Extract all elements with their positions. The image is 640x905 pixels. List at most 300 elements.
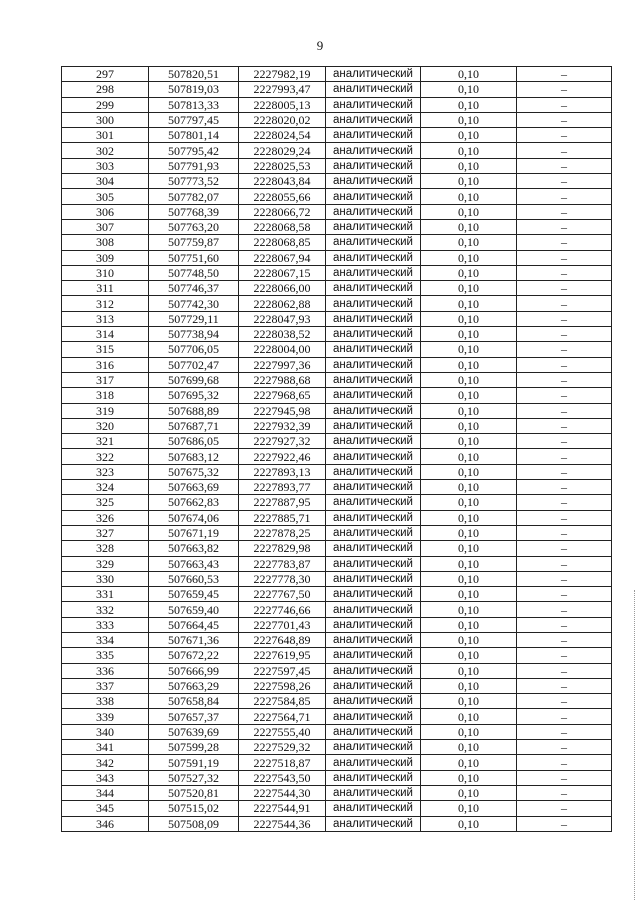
method-cell: аналитический [326,480,421,495]
table-row [62,158,612,173]
point-number-cell: 298 [62,82,149,97]
accuracy-cell: 0,10 [421,816,517,831]
method-cell: аналитический [326,724,421,739]
point-number-cell: 307 [62,219,149,234]
x-coordinate-cell: 507659,45 [149,587,239,602]
accuracy-cell: 0,10 [421,143,517,158]
note-cell: – [517,388,612,403]
table-row [62,740,612,755]
point-number-cell: 312 [62,296,149,311]
coordinates-table-body [62,67,612,832]
y-coordinate-cell: 2227544,36 [239,816,326,831]
y-coordinate-cell: 2228068,58 [239,219,326,234]
x-coordinate-cell: 507687,71 [149,418,239,433]
accuracy-cell: 0,10 [421,663,517,678]
accuracy-cell: 0,10 [421,327,517,342]
x-coordinate-cell: 507795,42 [149,143,239,158]
table-row [62,265,612,280]
y-coordinate-cell: 2227829,98 [239,541,326,556]
y-coordinate-cell: 2227893,13 [239,464,326,479]
accuracy-cell: 0,10 [421,740,517,755]
note-cell: – [517,740,612,755]
accuracy-cell: 0,10 [421,587,517,602]
method-cell: аналитический [326,648,421,663]
table-row [62,219,612,234]
note-cell: – [517,495,612,510]
note-cell: – [517,235,612,250]
accuracy-cell: 0,10 [421,82,517,97]
y-coordinate-cell: 2227968,65 [239,388,326,403]
point-number-cell: 331 [62,587,149,602]
table-row [62,281,612,296]
point-number-cell: 306 [62,204,149,219]
point-number-cell: 308 [62,235,149,250]
y-coordinate-cell: 2227988,68 [239,372,326,387]
note-cell: – [517,602,612,617]
accuracy-cell: 0,10 [421,235,517,250]
y-coordinate-cell: 2227927,32 [239,434,326,449]
accuracy-cell: 0,10 [421,342,517,357]
y-coordinate-cell: 2227555,40 [239,724,326,739]
x-coordinate-cell: 507748,50 [149,265,239,280]
x-coordinate-cell: 507742,30 [149,296,239,311]
accuracy-cell: 0,10 [421,189,517,204]
note-cell: – [517,785,612,800]
table-row [62,510,612,525]
method-cell: аналитический [326,342,421,357]
method-cell: аналитический [326,112,421,127]
y-coordinate-cell: 2228067,15 [239,265,326,280]
accuracy-cell: 0,10 [421,250,517,265]
accuracy-cell: 0,10 [421,648,517,663]
point-number-cell: 321 [62,434,149,449]
method-cell: аналитический [326,235,421,250]
point-number-cell: 339 [62,709,149,724]
method-cell: аналитический [326,174,421,189]
x-coordinate-cell: 507686,05 [149,434,239,449]
table-row [62,571,612,586]
x-coordinate-cell: 507672,22 [149,648,239,663]
page-number: 9 [316,38,324,53]
accuracy-cell: 0,10 [421,97,517,112]
table-row [62,525,612,540]
table-row [62,67,612,82]
accuracy-cell: 0,10 [421,464,517,479]
accuracy-cell: 0,10 [421,495,517,510]
method-cell: аналитический [326,632,421,647]
y-coordinate-cell: 2227544,91 [239,801,326,816]
x-coordinate-cell: 507660,53 [149,571,239,586]
method-cell: аналитический [326,97,421,112]
accuracy-cell: 0,10 [421,357,517,372]
table-row [62,724,612,739]
point-number-cell: 317 [62,372,149,387]
method-cell: аналитический [326,541,421,556]
table-row [62,602,612,617]
note-cell: – [517,724,612,739]
point-number-cell: 311 [62,281,149,296]
point-number-cell: 340 [62,724,149,739]
table-row [62,464,612,479]
note-cell: – [517,678,612,693]
accuracy-cell: 0,10 [421,694,517,709]
method-cell: аналитический [326,357,421,372]
point-number-cell: 327 [62,525,149,540]
note-cell: – [517,663,612,678]
table-row [62,632,612,647]
method-cell: аналитический [326,709,421,724]
method-cell: аналитический [326,510,421,525]
point-number-cell: 330 [62,571,149,586]
x-coordinate-cell: 507791,93 [149,158,239,173]
point-number-cell: 344 [62,785,149,800]
note-cell: – [517,311,612,326]
accuracy-cell: 0,10 [421,418,517,433]
point-number-cell: 326 [62,510,149,525]
point-number-cell: 325 [62,495,149,510]
x-coordinate-cell: 507706,05 [149,342,239,357]
x-coordinate-cell: 507699,68 [149,372,239,387]
note-cell: – [517,648,612,663]
point-number-cell: 309 [62,250,149,265]
accuracy-cell: 0,10 [421,602,517,617]
y-coordinate-cell: 2228067,94 [239,250,326,265]
point-number-cell: 301 [62,128,149,143]
y-coordinate-cell: 2227885,71 [239,510,326,525]
table-row [62,128,612,143]
table-row [62,357,612,372]
point-number-cell: 345 [62,801,149,816]
y-coordinate-cell: 2227878,25 [239,525,326,540]
x-coordinate-cell: 507751,60 [149,250,239,265]
x-coordinate-cell: 507664,45 [149,617,239,632]
y-coordinate-cell: 2227584,85 [239,694,326,709]
note-cell: – [517,97,612,112]
note-cell: – [517,418,612,433]
y-coordinate-cell: 2227893,77 [239,480,326,495]
method-cell: аналитический [326,449,421,464]
y-coordinate-cell: 2228055,66 [239,189,326,204]
point-number-cell: 315 [62,342,149,357]
point-number-cell: 342 [62,755,149,770]
note-cell: – [517,525,612,540]
y-coordinate-cell: 2227993,47 [239,82,326,97]
table-row [62,372,612,387]
table-row [62,449,612,464]
accuracy-cell: 0,10 [421,67,517,82]
y-coordinate-cell: 2228004,00 [239,342,326,357]
table-row [62,82,612,97]
y-coordinate-cell: 2228068,85 [239,235,326,250]
method-cell: аналитический [326,67,421,82]
note-cell: – [517,816,612,831]
note-cell: – [517,449,612,464]
note-cell: – [517,265,612,280]
point-number-cell: 300 [62,112,149,127]
x-coordinate-cell: 507729,11 [149,311,239,326]
method-cell: аналитический [326,740,421,755]
y-coordinate-cell: 2228020,02 [239,112,326,127]
point-number-cell: 332 [62,602,149,617]
method-cell: аналитический [326,587,421,602]
note-cell: – [517,770,612,785]
table-row [62,663,612,678]
accuracy-cell: 0,10 [421,617,517,632]
x-coordinate-cell: 507801,14 [149,128,239,143]
method-cell: аналитический [326,311,421,326]
table-row [62,204,612,219]
note-cell: – [517,296,612,311]
x-coordinate-cell: 507695,32 [149,388,239,403]
x-coordinate-cell: 507813,33 [149,97,239,112]
method-cell: аналитический [326,525,421,540]
x-coordinate-cell: 507520,81 [149,785,239,800]
x-coordinate-cell: 507738,94 [149,327,239,342]
method-cell: аналитический [326,265,421,280]
point-number-cell: 304 [62,174,149,189]
accuracy-cell: 0,10 [421,281,517,296]
method-cell: аналитический [326,158,421,173]
y-coordinate-cell: 2228005,13 [239,97,326,112]
table-row [62,97,612,112]
y-coordinate-cell: 2227922,46 [239,449,326,464]
note-cell: – [517,403,612,418]
x-coordinate-cell: 507515,02 [149,801,239,816]
y-coordinate-cell: 2228066,00 [239,281,326,296]
accuracy-cell: 0,10 [421,204,517,219]
point-number-cell: 316 [62,357,149,372]
method-cell: аналитический [326,388,421,403]
x-coordinate-cell: 507662,83 [149,495,239,510]
table-row [62,174,612,189]
point-number-cell: 310 [62,265,149,280]
point-number-cell: 324 [62,480,149,495]
method-cell: аналитический [326,556,421,571]
point-number-cell: 333 [62,617,149,632]
accuracy-cell: 0,10 [421,510,517,525]
table-row [62,327,612,342]
accuracy-cell: 0,10 [421,480,517,495]
accuracy-cell: 0,10 [421,112,517,127]
accuracy-cell: 0,10 [421,372,517,387]
accuracy-cell: 0,10 [421,755,517,770]
scan-edge-marks [634,590,638,900]
table-row [62,587,612,602]
method-cell: аналитический [326,82,421,97]
note-cell: – [517,357,612,372]
x-coordinate-cell: 507663,69 [149,480,239,495]
point-number-cell: 328 [62,541,149,556]
note-cell: – [517,801,612,816]
table-row [62,296,612,311]
x-coordinate-cell: 507797,45 [149,112,239,127]
x-coordinate-cell: 507639,69 [149,724,239,739]
y-coordinate-cell: 2227887,95 [239,495,326,510]
point-number-cell: 305 [62,189,149,204]
x-coordinate-cell: 507663,82 [149,541,239,556]
point-number-cell: 346 [62,816,149,831]
x-coordinate-cell: 507782,07 [149,189,239,204]
method-cell: аналитический [326,434,421,449]
point-number-cell: 314 [62,327,149,342]
method-cell: аналитический [326,495,421,510]
table-row [62,388,612,403]
x-coordinate-cell: 507773,52 [149,174,239,189]
accuracy-cell: 0,10 [421,128,517,143]
point-number-cell: 313 [62,311,149,326]
note-cell: – [517,327,612,342]
accuracy-cell: 0,10 [421,724,517,739]
method-cell: аналитический [326,418,421,433]
note-cell: – [517,372,612,387]
y-coordinate-cell: 2227783,87 [239,556,326,571]
method-cell: аналитический [326,617,421,632]
y-coordinate-cell: 2227518,87 [239,755,326,770]
table-row [62,785,612,800]
y-coordinate-cell: 2228043,84 [239,174,326,189]
note-cell: – [517,67,612,82]
point-number-cell: 318 [62,388,149,403]
point-number-cell: 337 [62,678,149,693]
point-number-cell: 299 [62,97,149,112]
method-cell: аналитический [326,464,421,479]
note-cell: – [517,342,612,357]
point-number-cell: 319 [62,403,149,418]
y-coordinate-cell: 2227767,50 [239,587,326,602]
y-coordinate-cell: 2227564,71 [239,709,326,724]
y-coordinate-cell: 2227746,66 [239,602,326,617]
accuracy-cell: 0,10 [421,678,517,693]
table-row [62,709,612,724]
x-coordinate-cell: 507768,39 [149,204,239,219]
coordinates-table [61,66,612,832]
note-cell: – [517,510,612,525]
y-coordinate-cell: 2227648,89 [239,632,326,647]
method-cell: аналитический [326,281,421,296]
y-coordinate-cell: 2227597,45 [239,663,326,678]
table-row [62,694,612,709]
point-number-cell: 334 [62,632,149,647]
accuracy-cell: 0,10 [421,403,517,418]
point-number-cell: 336 [62,663,149,678]
method-cell: аналитический [326,816,421,831]
accuracy-cell: 0,10 [421,219,517,234]
note-cell: – [517,219,612,234]
y-coordinate-cell: 2227543,50 [239,770,326,785]
method-cell: аналитический [326,189,421,204]
note-cell: – [517,112,612,127]
note-cell: – [517,250,612,265]
x-coordinate-cell: 507671,36 [149,632,239,647]
method-cell: аналитический [326,250,421,265]
note-cell: – [517,82,612,97]
x-coordinate-cell: 507599,28 [149,740,239,755]
y-coordinate-cell: 2228024,54 [239,128,326,143]
x-coordinate-cell: 507819,03 [149,82,239,97]
table-row [62,434,612,449]
x-coordinate-cell: 507657,37 [149,709,239,724]
note-cell: – [517,541,612,556]
table-row [62,189,612,204]
x-coordinate-cell: 507746,37 [149,281,239,296]
table-row [62,495,612,510]
accuracy-cell: 0,10 [421,709,517,724]
method-cell: аналитический [326,204,421,219]
point-number-cell: 297 [62,67,149,82]
point-number-cell: 323 [62,464,149,479]
note-cell: – [517,755,612,770]
accuracy-cell: 0,10 [421,449,517,464]
table-row [62,541,612,556]
point-number-cell: 322 [62,449,149,464]
method-cell: аналитический [326,219,421,234]
note-cell: – [517,204,612,219]
x-coordinate-cell: 507591,19 [149,755,239,770]
x-coordinate-cell: 507763,20 [149,219,239,234]
y-coordinate-cell: 2227932,39 [239,418,326,433]
note-cell: – [517,281,612,296]
method-cell: аналитический [326,602,421,617]
table-row [62,678,612,693]
method-cell: аналитический [326,694,421,709]
x-coordinate-cell: 507675,32 [149,464,239,479]
table-row [62,755,612,770]
accuracy-cell: 0,10 [421,770,517,785]
y-coordinate-cell: 2227945,98 [239,403,326,418]
point-number-cell: 341 [62,740,149,755]
table-row [62,250,612,265]
note-cell: – [517,617,612,632]
accuracy-cell: 0,10 [421,541,517,556]
note-cell: – [517,189,612,204]
note-cell: – [517,709,612,724]
y-coordinate-cell: 2228029,24 [239,143,326,158]
point-number-cell: 329 [62,556,149,571]
accuracy-cell: 0,10 [421,632,517,647]
y-coordinate-cell: 2227997,36 [239,357,326,372]
accuracy-cell: 0,10 [421,525,517,540]
table-row [62,801,612,816]
accuracy-cell: 0,10 [421,571,517,586]
y-coordinate-cell: 2227529,32 [239,740,326,755]
x-coordinate-cell: 507658,84 [149,694,239,709]
point-number-cell: 343 [62,770,149,785]
table-row [62,480,612,495]
method-cell: аналитический [326,678,421,693]
table-row [62,342,612,357]
note-cell: – [517,434,612,449]
method-cell: аналитический [326,663,421,678]
table-row [62,648,612,663]
accuracy-cell: 0,10 [421,311,517,326]
y-coordinate-cell: 2227982,19 [239,67,326,82]
method-cell: аналитический [326,801,421,816]
y-coordinate-cell: 2228038,52 [239,327,326,342]
note-cell: – [517,158,612,173]
x-coordinate-cell: 507508,09 [149,816,239,831]
x-coordinate-cell: 507671,19 [149,525,239,540]
accuracy-cell: 0,10 [421,158,517,173]
note-cell: – [517,480,612,495]
table-row [62,143,612,158]
x-coordinate-cell: 507666,99 [149,663,239,678]
method-cell: аналитический [326,785,421,800]
table-row [62,403,612,418]
note-cell: – [517,143,612,158]
method-cell: аналитический [326,128,421,143]
y-coordinate-cell: 2228062,88 [239,296,326,311]
note-cell: – [517,694,612,709]
